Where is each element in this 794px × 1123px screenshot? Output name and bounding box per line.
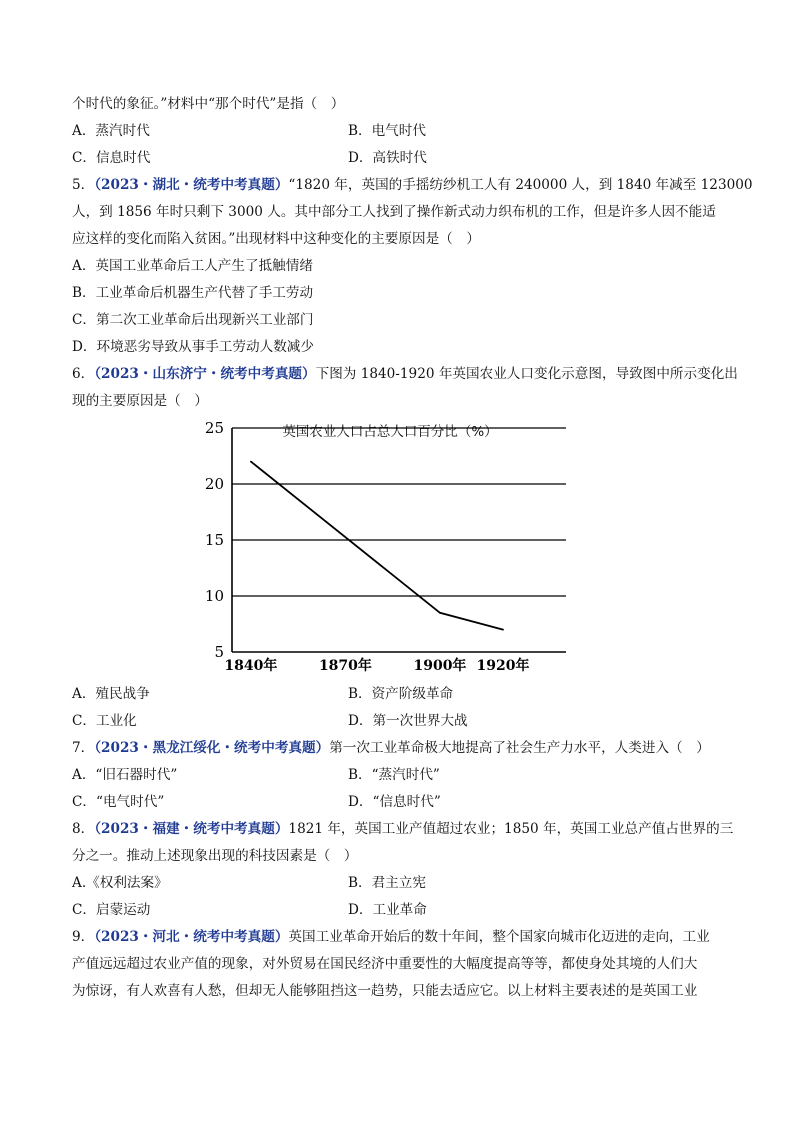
chart-svg (190, 418, 590, 680)
x-tick-label-1870: 1870年 (318, 658, 372, 674)
data-point-1920 (502, 629, 504, 631)
q5-number: 5． (72, 177, 95, 193)
x-tick-label-1920: 1920年 (476, 658, 530, 674)
q5-stem-line-1 (72, 175, 753, 195)
q8-number: 8． (72, 821, 95, 837)
data-point-1840 (250, 461, 252, 463)
q8-option-b[interactable]: B．君主立宪 (348, 875, 426, 891)
q5-stem-line-3: 应这样的变化而陷入贫困。”出现材料中这种变化的主要原因是（ ） (72, 231, 480, 247)
q8-option-c[interactable]: C．启蒙运动 (72, 902, 151, 918)
q7-number: 7． (72, 740, 95, 756)
q8-option-d[interactable]: D．工业革命 (348, 902, 427, 918)
q6-option-c[interactable]: C．工业化 (72, 713, 137, 729)
q6-option-b[interactable]: B．资产阶级革命 (348, 686, 454, 702)
q8-option-a[interactable]: A.《权利法案》 (72, 875, 168, 891)
y-tick-label-15: 15 (204, 531, 224, 549)
q6-number: 6． (72, 366, 95, 382)
q4-option-b[interactable]: B．电气时代 (348, 123, 426, 139)
q9-stem-line-3: 为惊讶，有人欢喜有人愁，但却无人能够阻挡这一趋势，只能去适应它。以上材料主要表述的是英国工业 (72, 983, 698, 999)
q9-source: （2023・河北・统考中考真题） (94, 929, 289, 945)
q5-option-c[interactable]: C．第二次工业革命后出现新兴工业部门 (72, 312, 314, 328)
q5-source: （2023・湖北・统考中考真题） (94, 177, 289, 193)
q9-text-1: 英国工业革命开始后的数十年间，整个国家向城市化迈进的走向，工业 (288, 929, 710, 945)
data-point-1900 (439, 612, 441, 614)
x-tick-label-1900: 1900年 (413, 658, 467, 674)
x-tick-label-1840: 1840年 (224, 658, 278, 674)
q4-option-a[interactable]: A．蒸汽时代 (72, 123, 150, 139)
q7-option-a[interactable]: A．“旧石器时代” (72, 767, 178, 783)
q6-option-d[interactable]: D．第一次世界大战 (348, 713, 468, 729)
q7-stem-line-1 (72, 738, 710, 758)
q7-text-1: 第一次工业革命极大地提高了社会生产力水平，人类进入（ ） (329, 740, 710, 756)
q7-option-d[interactable]: D．“信息时代” (348, 794, 441, 810)
q4-stem-end: 个时代的象征。”材料中“那个时代”是指（ ） (72, 96, 345, 112)
q7-option-c[interactable]: C．“电气时代” (72, 794, 165, 810)
chart-title: 英国农业人口占总人口百分比（%） (282, 424, 498, 440)
q8-source: （2023・福建・统考中考真题） (94, 821, 289, 837)
q4-option-d[interactable]: D．高铁时代 (348, 150, 427, 166)
q6-source: （2023・山东济宁・统考中考真题） (94, 366, 316, 382)
q5-option-b[interactable]: B．工业革命后机器生产代替了手工劳动 (72, 285, 314, 301)
q7-option-b[interactable]: B．“蒸汽时代” (348, 767, 440, 783)
q7-source: （2023・黑龙江绥化・统考中考真题） (94, 740, 330, 756)
y-tick-label-5: 5 (214, 643, 224, 661)
q5-stem-line-2: 人，到 1856 年时只剩下 3000 人。其中部分工人找到了操作新式动力织布机的工作，但是许多人因不能适 (72, 204, 716, 220)
q6-option-a[interactable]: A．殖民战争 (72, 686, 150, 702)
q5-option-d[interactable]: D．环境恶劣导致从事手工劳动人数减少 (72, 339, 314, 355)
q5-option-a[interactable]: A．英国工业革命后工人产生了抵触情绪 (72, 258, 313, 274)
y-tick-label-20: 20 (204, 475, 224, 493)
q5-text-1: “1820 年，英国的手摇纺纱机工人有 240000 人，到 1840 年减至 123000 (288, 177, 753, 193)
q8-stem-line-1 (72, 819, 733, 839)
series-line (251, 462, 503, 630)
q6-stem-line-1 (72, 364, 738, 384)
q9-stem-line-2: 产值远远超过农业产值的现象，对外贸易在国民经济中重要性的大幅度提高等等，都使身处其境的人们大 (72, 956, 698, 972)
agri-population-chart (190, 418, 590, 680)
q9-stem-line-1 (72, 927, 710, 947)
y-tick-label-25: 25 (204, 419, 224, 437)
q8-stem-line-2: 分之一。推动上述现象出现的科技因素是（ ） (72, 848, 358, 864)
q9-number: 9． (72, 929, 95, 945)
q6-stem-line-2: 现的主要原因是（ ） (72, 393, 208, 409)
q4-option-c[interactable]: C．信息时代 (72, 150, 151, 166)
q8-text-1: 1821 年，英国工业产值超过农业；1850 年，英国工业总产值占世界的三 (288, 821, 734, 837)
q6-text-1: 下图为 1840-1920 年英国农业人口变化示意图，导致图中所示变化出 (315, 366, 738, 382)
y-tick-label-10: 10 (204, 587, 224, 605)
